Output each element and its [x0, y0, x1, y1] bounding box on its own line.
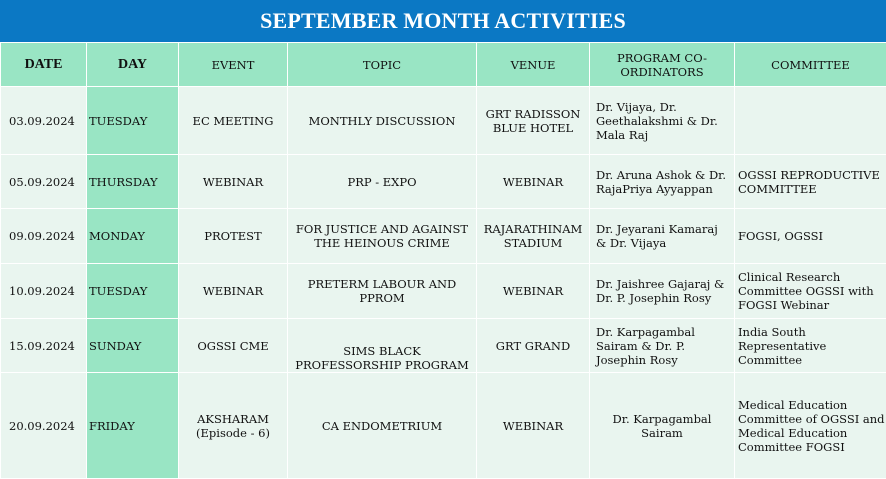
cell-coordinators: Dr. Jaishree Gajaraj & Dr. P. Josephin Rosy	[590, 264, 735, 319]
page-title: SEPTEMBER MONTH ACTIVITIES	[0, 0, 886, 42]
cell-day: TUESDAY	[87, 87, 179, 155]
header-date: DATE	[1, 43, 87, 87]
header-coordinators: PROGRAM CO-ORDINATORS	[590, 43, 735, 87]
cell-day: FRIDAY	[87, 373, 179, 479]
table-row	[1, 209, 886, 264]
cell-event: WEBINAR	[179, 264, 288, 319]
cell-topic: MONTHLY DISCUSSION	[288, 87, 477, 155]
cell-venue: GRT RADISSON BLUE HOTEL	[477, 87, 590, 155]
cell-event: OGSSI CME	[179, 319, 288, 373]
activities-table	[0, 42, 886, 479]
header-venue: VENUE	[477, 43, 590, 87]
cell-date: 05.09.2024	[1, 155, 87, 209]
cell-committee: OGSSI REPRODUCTIVE COMMITTEE	[735, 155, 886, 209]
cell-venue: RAJARATHINAM STADIUM	[477, 209, 590, 264]
cell-date: 15.09.2024	[1, 319, 87, 373]
cell-day: MONDAY	[87, 209, 179, 264]
cell-date: 09.09.2024	[1, 209, 87, 264]
table-row	[1, 264, 886, 319]
cell-coordinators: Dr. Karpagambal Sairam & Dr. P. Josephin Rosy	[590, 319, 735, 373]
cell-venue: WEBINAR	[477, 264, 590, 319]
header-committee: COMMITTEE	[735, 43, 886, 87]
cell-date: 03.09.2024	[1, 87, 87, 155]
cell-committee: FOGSI, OGSSI	[735, 209, 886, 264]
cell-day: TUESDAY	[87, 264, 179, 319]
header-day: DAY	[87, 43, 179, 87]
header-event: EVENT	[179, 43, 288, 87]
cell-committee: Medical Education Committee of OGSSI and Medical Education Committee FOGSI	[735, 373, 886, 479]
cell-coordinators: Dr. Jeyarani Kamaraj & Dr. Vijaya	[590, 209, 735, 264]
cell-event: WEBINAR	[179, 155, 288, 209]
cell-coordinators: Dr. Karpagambal Sairam	[590, 373, 735, 479]
cell-date: 20.09.2024	[1, 373, 87, 479]
table-row	[1, 373, 886, 479]
cell-event: AKSHARAM (Episode - 6)	[179, 373, 288, 479]
cell-coordinators: Dr. Vijaya, Dr. Geethalakshmi & Dr. Mala Raj	[590, 87, 735, 155]
cell-topic: PRP - EXPO	[288, 155, 477, 209]
cell-venue: WEBINAR	[477, 373, 590, 479]
cell-committee	[735, 87, 886, 155]
cell-committee: Clinical Research Committee OGSSI with FOGSI Webinar	[735, 264, 886, 319]
cell-coordinators: Dr. Aruna Ashok & Dr. RajaPriya Ayyappan	[590, 155, 735, 209]
cell-day: THURSDAY	[87, 155, 179, 209]
cell-venue: WEBINAR	[477, 155, 590, 209]
header-topic: TOPIC	[288, 43, 477, 87]
cell-event: PROTEST	[179, 209, 288, 264]
cell-event: EC MEETING	[179, 87, 288, 155]
table-header-row	[1, 43, 886, 87]
cell-day: SUNDAY	[87, 319, 179, 373]
table-row	[1, 319, 886, 373]
cell-topic: SIMS BLACK PROFESSORSHIP PROGRAM	[288, 319, 477, 373]
cell-topic: CA ENDOMETRIUM	[288, 373, 477, 479]
cell-date: 10.09.2024	[1, 264, 87, 319]
cell-topic: FOR JUSTICE AND AGAINST THE HEINOUS CRIME	[288, 209, 477, 264]
cell-venue: GRT GRAND	[477, 319, 590, 373]
cell-committee: India South Representative Committee	[735, 319, 886, 373]
table-row	[1, 155, 886, 209]
table-row	[1, 87, 886, 155]
cell-topic: PRETERM LABOUR AND PPROM	[288, 264, 477, 319]
